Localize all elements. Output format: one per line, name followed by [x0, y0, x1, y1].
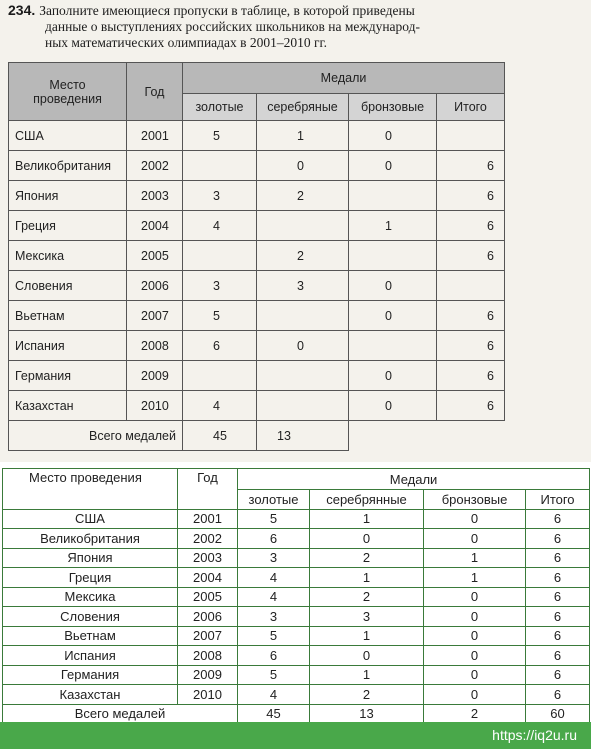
site-url: https://iq2u.ru: [492, 727, 577, 743]
row-gold: 5: [183, 301, 257, 331]
answer-total-bronze: 2: [424, 704, 526, 724]
answer-header-medals: Медали: [238, 469, 590, 490]
answer-gold: 4: [238, 685, 310, 705]
answer-silver: 2: [310, 587, 424, 607]
answer-year: 2004: [178, 568, 238, 588]
row-year: 2010: [127, 391, 183, 421]
answer-total-row: [3, 704, 590, 724]
row-bronze: 0: [349, 151, 437, 181]
answer-silver: 2: [310, 548, 424, 568]
task-text: [8, 2, 508, 51]
total-gold: 45: [183, 421, 257, 451]
answer-bronze: 0: [424, 587, 526, 607]
row-year: 2007: [127, 301, 183, 331]
task-line-1: Заполните имеющиеся пропуски в таблице, в которой приведены: [39, 3, 415, 18]
row-bronze: 0: [349, 361, 437, 391]
answer-bronze: 0: [424, 646, 526, 666]
row-silver: [257, 211, 349, 241]
table-row: [3, 646, 590, 666]
answer-total: 6: [526, 568, 590, 588]
row-gold: [183, 151, 257, 181]
answer-silver: 1: [310, 665, 424, 685]
table-row: [3, 509, 590, 529]
row-year: 2002: [127, 151, 183, 181]
row-total: 6: [437, 241, 505, 271]
site-footer-bar: [0, 722, 591, 749]
row-bronze: 0: [349, 271, 437, 301]
answer-total: 6: [526, 646, 590, 666]
answer-header-total: Итого: [526, 490, 590, 510]
row-silver: [257, 361, 349, 391]
answer-place: Испания: [3, 646, 178, 666]
answer-header-gold: золотые: [238, 490, 310, 510]
row-bronze: 0: [349, 391, 437, 421]
table-row: [9, 121, 505, 151]
table-row: [3, 665, 590, 685]
row-place: Германия: [9, 361, 127, 391]
answer-gold: 5: [238, 665, 310, 685]
book-header-total: Итого: [437, 94, 505, 121]
table-row: [9, 331, 505, 361]
answer-gold: 3: [238, 607, 310, 627]
answer-total: 6: [526, 685, 590, 705]
task-line-2: данные о выступлениях российских школьников на международ-: [45, 19, 421, 34]
row-bronze: [349, 181, 437, 211]
table-row: [3, 587, 590, 607]
row-silver: 1: [257, 121, 349, 151]
row-total: [437, 121, 505, 151]
answer-total: 6: [526, 548, 590, 568]
answer-place: Греция: [3, 568, 178, 588]
answer-bronze: 0: [424, 665, 526, 685]
answer-bronze: 0: [424, 529, 526, 549]
answer-place: Мексика: [3, 587, 178, 607]
answer-year: 2001: [178, 509, 238, 529]
row-year: 2006: [127, 271, 183, 301]
row-year: 2009: [127, 361, 183, 391]
total-silver: 13: [257, 421, 349, 451]
answer-header-bronze: бронзовые: [424, 490, 526, 510]
total-bronze: [349, 421, 437, 451]
row-silver: 0: [257, 331, 349, 361]
row-gold: 3: [183, 181, 257, 211]
row-gold: 3: [183, 271, 257, 301]
answer-total-total: 60: [526, 704, 590, 724]
answer-silver: 0: [310, 646, 424, 666]
row-total: 6: [437, 361, 505, 391]
row-gold: 5: [183, 121, 257, 151]
textbook-table: [8, 62, 505, 451]
row-gold: 6: [183, 331, 257, 361]
answer-total: 6: [526, 529, 590, 549]
row-gold: 4: [183, 211, 257, 241]
answer-place: Вьетнам: [3, 626, 178, 646]
answer-place: Германия: [3, 665, 178, 685]
answer-bronze: 1: [424, 568, 526, 588]
answer-silver: 0: [310, 529, 424, 549]
answer-silver: 1: [310, 568, 424, 588]
book-header-year: Год: [127, 63, 183, 121]
row-gold: 4: [183, 391, 257, 421]
row-total: 6: [437, 391, 505, 421]
total-total: [437, 421, 505, 451]
answer-gold: 5: [238, 509, 310, 529]
row-place: Вьетнам: [9, 301, 127, 331]
answer-gold: 6: [238, 529, 310, 549]
row-year: 2005: [127, 241, 183, 271]
answer-bronze: 1: [424, 548, 526, 568]
row-year: 2008: [127, 331, 183, 361]
row-bronze: 1: [349, 211, 437, 241]
row-place: Казахстан: [9, 391, 127, 421]
book-header-gold: золотые: [183, 94, 257, 121]
table-row: [9, 151, 505, 181]
answer-total-silver: 13: [310, 704, 424, 724]
row-silver: 2: [257, 181, 349, 211]
row-bronze: 0: [349, 121, 437, 151]
answer-year: 2007: [178, 626, 238, 646]
row-bronze: 0: [349, 301, 437, 331]
row-year: 2003: [127, 181, 183, 211]
row-place: Мексика: [9, 241, 127, 271]
answer-year: 2002: [178, 529, 238, 549]
table-row: [3, 685, 590, 705]
table-row: [3, 607, 590, 627]
answer-header-silver: серебрянные: [310, 490, 424, 510]
answer-silver: 3: [310, 607, 424, 627]
table-row: [9, 361, 505, 391]
row-total: 6: [437, 211, 505, 241]
table-row: [9, 271, 505, 301]
answer-gold: 6: [238, 646, 310, 666]
row-silver: 2: [257, 241, 349, 271]
row-place: Испания: [9, 331, 127, 361]
total-label: Всего медалей: [9, 421, 183, 451]
row-silver: [257, 391, 349, 421]
row-place: Словения: [9, 271, 127, 301]
row-gold: [183, 241, 257, 271]
row-total: [437, 271, 505, 301]
answer-bronze: 0: [424, 509, 526, 529]
row-total: 6: [437, 301, 505, 331]
row-silver: [257, 301, 349, 331]
row-bronze: [349, 331, 437, 361]
answer-bronze: 0: [424, 685, 526, 705]
row-place: США: [9, 121, 127, 151]
answer-total: 6: [526, 587, 590, 607]
table-row: [9, 391, 505, 421]
answer-gold: 4: [238, 568, 310, 588]
answer-year: 2009: [178, 665, 238, 685]
row-place: Греция: [9, 211, 127, 241]
table-row: [9, 301, 505, 331]
table-row: [3, 529, 590, 549]
row-total: 6: [437, 181, 505, 211]
answer-gold: 3: [238, 548, 310, 568]
answer-place: США: [3, 509, 178, 529]
task-line-3: ных математических олимпиадах в 2001–2010 гг.: [45, 35, 327, 50]
table-row: [3, 548, 590, 568]
answer-total: 6: [526, 665, 590, 685]
answer-silver: 1: [310, 509, 424, 529]
table-row: [9, 181, 505, 211]
answer-header-place: Место проведения: [3, 469, 178, 510]
answer-place: Казахстан: [3, 685, 178, 705]
answer-silver: 1: [310, 626, 424, 646]
answer-total: 6: [526, 626, 590, 646]
table-row: [3, 568, 590, 588]
row-year: 2004: [127, 211, 183, 241]
table-row: [9, 241, 505, 271]
book-header-silver: серебряные: [257, 94, 349, 121]
row-place: Великобритания: [9, 151, 127, 181]
total-row: [9, 421, 505, 451]
answer-total: 6: [526, 607, 590, 627]
book-header-bronze: бронзовые: [349, 94, 437, 121]
book-header-place: Место проведения: [9, 63, 127, 121]
row-silver: 3: [257, 271, 349, 301]
answer-gold: 5: [238, 626, 310, 646]
row-place: Япония: [9, 181, 127, 211]
answer-place: Великобритания: [3, 529, 178, 549]
answer-place: Словения: [3, 607, 178, 627]
row-bronze: [349, 241, 437, 271]
row-total: 6: [437, 151, 505, 181]
answer-total-gold: 45: [238, 704, 310, 724]
task-number: 234.: [8, 2, 36, 18]
answer-year: 2005: [178, 587, 238, 607]
row-gold: [183, 361, 257, 391]
answer-table: [2, 468, 590, 724]
answer-bronze: 0: [424, 607, 526, 627]
answer-silver: 2: [310, 685, 424, 705]
book-header-medals: Медали: [183, 63, 505, 94]
row-silver: 0: [257, 151, 349, 181]
row-total: 6: [437, 331, 505, 361]
answer-year: 2010: [178, 685, 238, 705]
answer-gold: 4: [238, 587, 310, 607]
answer-year: 2003: [178, 548, 238, 568]
answer-total-label: Всего медалей: [3, 704, 238, 724]
answer-year: 2006: [178, 607, 238, 627]
answer-header-year: Год: [178, 469, 238, 510]
answer-year: 2008: [178, 646, 238, 666]
answer-place: Япония: [3, 548, 178, 568]
table-row: [3, 626, 590, 646]
table-row: [9, 211, 505, 241]
answer-total: 6: [526, 509, 590, 529]
answer-bronze: 0: [424, 626, 526, 646]
row-year: 2001: [127, 121, 183, 151]
